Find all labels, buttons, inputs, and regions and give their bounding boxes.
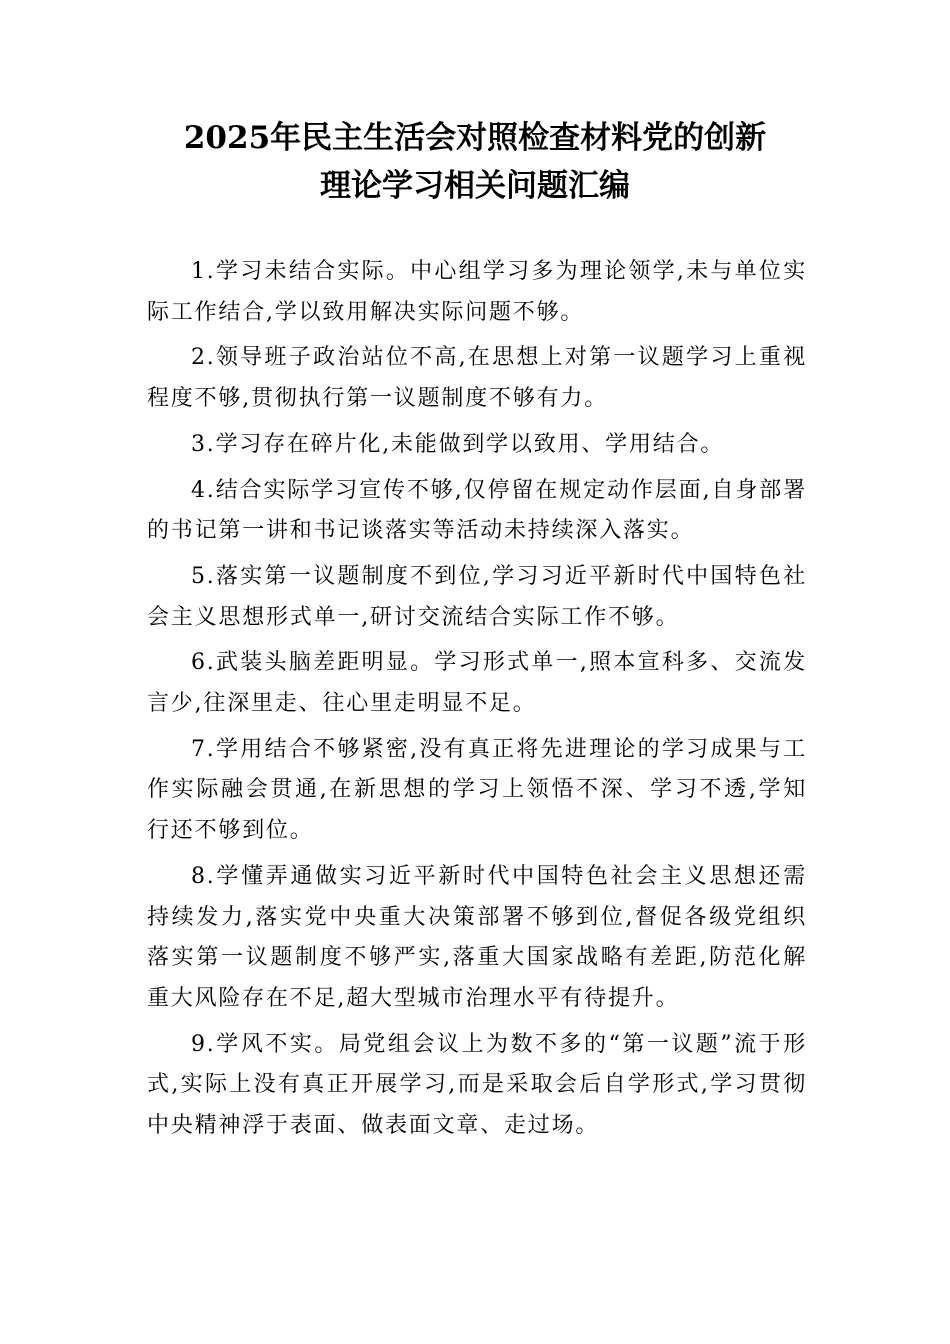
document-title <box>120 114 830 210</box>
title-line-1: 2025年民主生活会对照检查材料党的创新 <box>183 120 767 156</box>
paragraph-3: 3.学习存在碎片化,未能做到学以致用、学用结合。 <box>191 431 725 457</box>
paragraph-6: 6.武装头脑差距明显。学习形式单一,照本宣科多、交流发言少,往深里走、往心里走明显不足。 <box>147 650 807 717</box>
document-body <box>147 252 807 1152</box>
paragraph-4: 4.结合实际学习宣传不够,仅停留在规定动作层面,自身部署的书记第一讲和书记谈落实等活动未持续深入落实。 <box>147 477 807 544</box>
paragraph-1: 1.学习未结合实际。中心组学习多为理论领学,未与单位实际工作结合,学以致用解决实际问题不够。 <box>147 259 807 325</box>
title-line-2: 理论学习相关问题汇编 <box>320 168 630 204</box>
paragraph-7: 7.学用结合不够紧密,没有真正将先进理论的学习成果与工作实际融会贯通,在新思想的学习上领悟不深、学习不透,学知行还不够到位。 <box>147 736 807 844</box>
paragraph-9: 9.学风不实。局党组会议上为数不多的“第一议题”流于形式,实际上没有真正开展学习,而是采取会后自学形式,学习贯彻中央精神浮于表面、做表面文章、走过场。 <box>147 1031 807 1139</box>
paragraph-5: 5.落实第一议题制度不到位,学习习近平新时代中国特色社会主义思想形式单一,研讨交流结合实际工作不够。 <box>147 563 807 630</box>
paragraph-8: 8.学懂弄通做实习近平新时代中国特色社会主义思想还需持续发力,落实党中央重大决策部署不够到位,督促各级党组织落实第一议题制度不够严实,落重大国家战略有差距,防范化解重大风险存在不足,超大型城市治理水平有待提升。 <box>147 863 807 1011</box>
paragraph-2: 2.领导班子政治站位不高,在思想上对第一议题学习上重视程度不够,贯彻执行第一议题制度不够有力。 <box>147 345 807 412</box>
